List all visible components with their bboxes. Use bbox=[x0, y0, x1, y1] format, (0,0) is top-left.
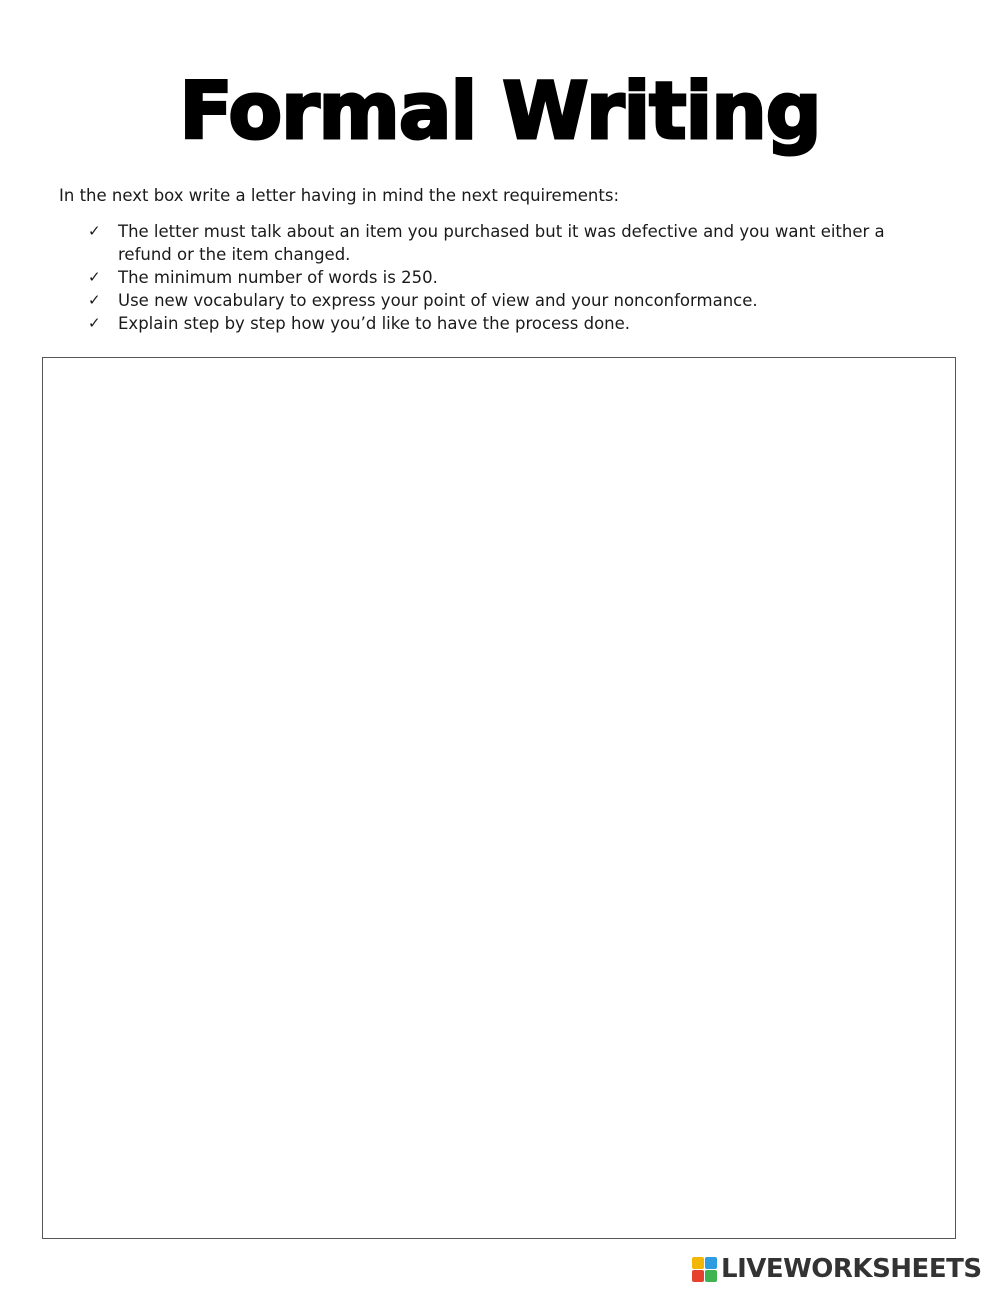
logo-square bbox=[692, 1257, 704, 1269]
list-item bbox=[88, 266, 938, 289]
liveworksheets-logo-icon bbox=[692, 1257, 717, 1282]
worksheet-title: Formal Writing bbox=[179, 67, 821, 157]
list-item bbox=[88, 312, 938, 335]
requirements-list bbox=[88, 220, 938, 335]
requirement-text: Explain step by step how you’d like to have the process done. bbox=[118, 314, 631, 333]
requirement-text: Use new vocabulary to express your point of view and your nonconformance. bbox=[118, 291, 758, 310]
logo-square bbox=[692, 1270, 704, 1282]
logo-square bbox=[705, 1270, 717, 1282]
letter-answer-box[interactable] bbox=[42, 357, 956, 1239]
check-icon: ✓ bbox=[88, 291, 101, 309]
requirement-text: The minimum number of words is 250. bbox=[118, 268, 438, 287]
list-item bbox=[88, 289, 938, 312]
liveworksheets-logo bbox=[692, 1254, 982, 1284]
list-item bbox=[88, 220, 938, 266]
check-icon: ✓ bbox=[88, 314, 101, 332]
check-icon: ✓ bbox=[88, 222, 101, 240]
requirement-text: The letter must talk about an item you purchased but it was defective and you want either a refund or the item changed. bbox=[118, 222, 885, 264]
instructions-text: In the next box write a letter having in mind the next requirements: bbox=[59, 186, 620, 205]
logo-square bbox=[705, 1257, 717, 1269]
check-icon: ✓ bbox=[88, 268, 101, 286]
logo-text: LIVEWORKSHEETS bbox=[721, 1254, 982, 1284]
